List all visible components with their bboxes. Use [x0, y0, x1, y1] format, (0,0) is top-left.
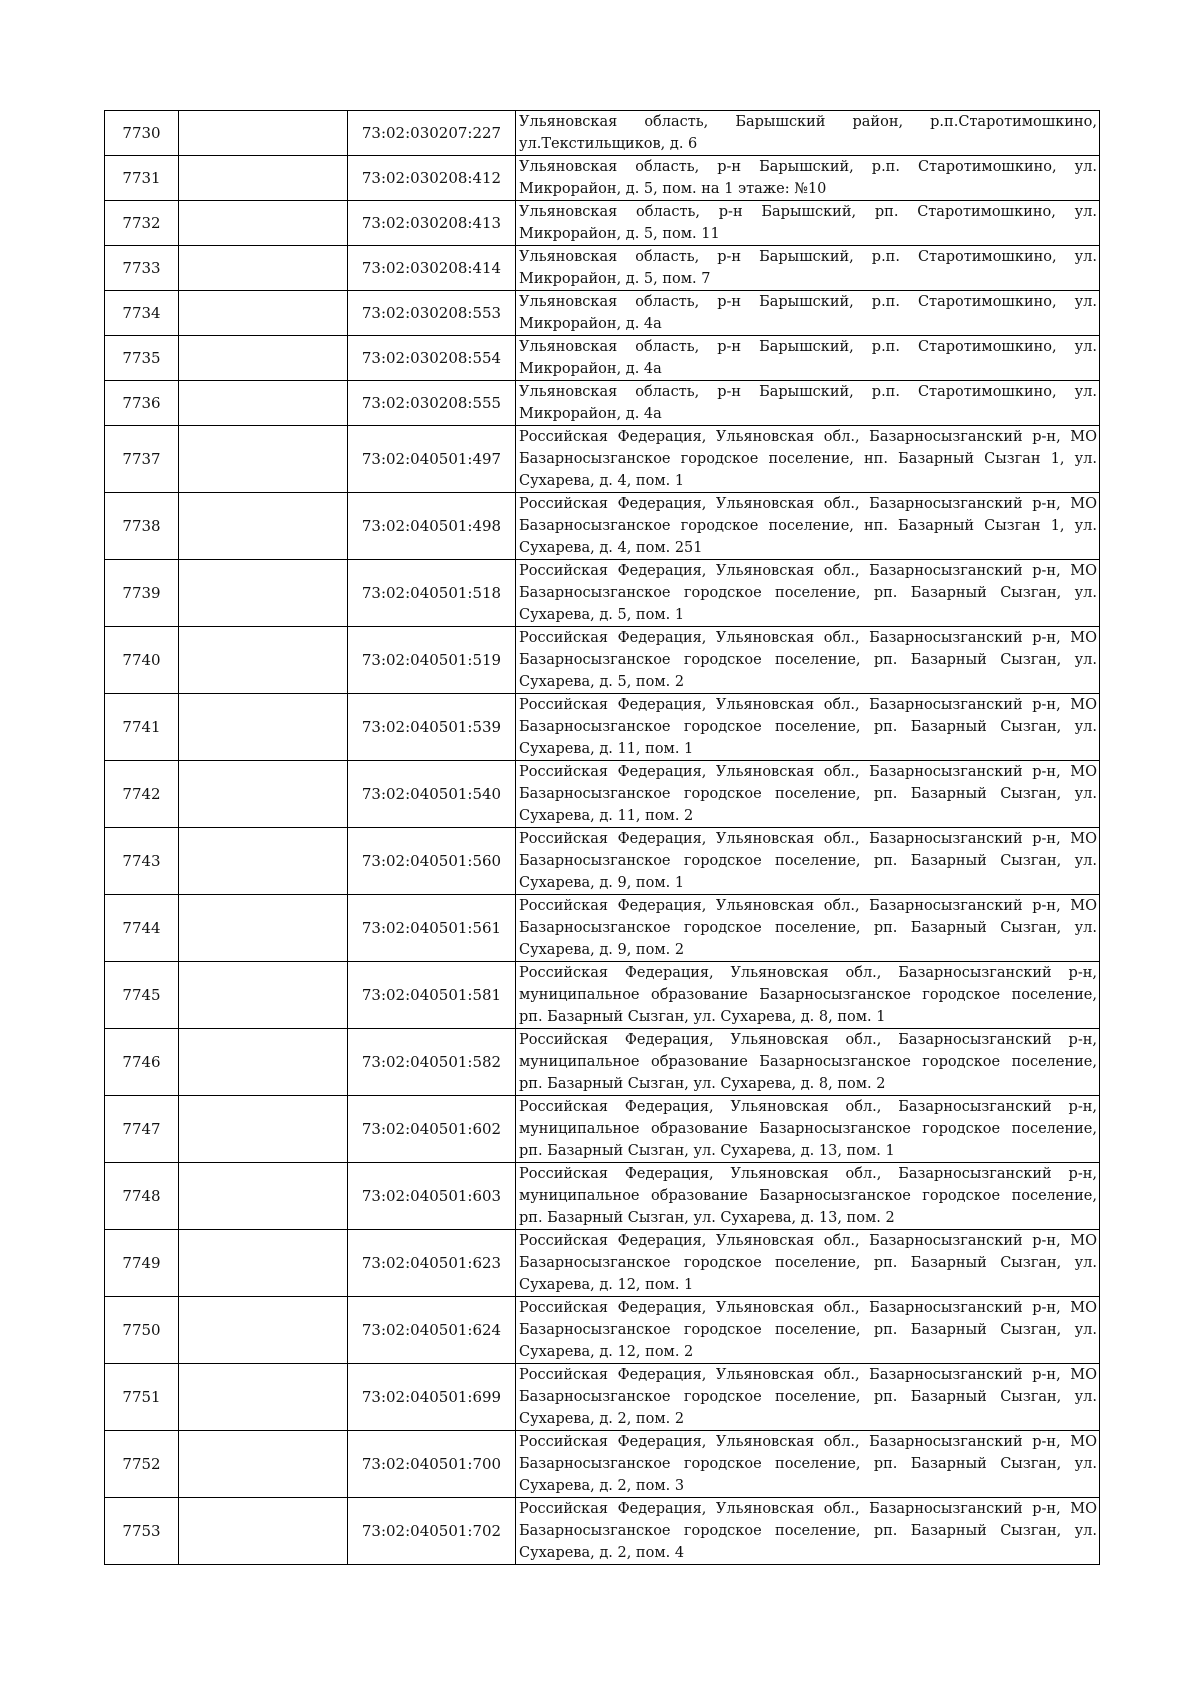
- address-cell: Российская Федерация, Ульяновская обл., Базарносызганский р-н, МО Базарносызганское городское поселение, рп. Базарный Сызган, ул. Сухарева, д. 2, пом. 2: [516, 1364, 1100, 1431]
- row-number-cell: 7744: [105, 895, 179, 962]
- row-number-cell: 7733: [105, 246, 179, 291]
- table-row: [105, 336, 1100, 381]
- empty-cell: [179, 694, 348, 761]
- cadastral-number-cell: 73:02:040501:623: [348, 1230, 516, 1297]
- row-number-cell: 7736: [105, 381, 179, 426]
- cadastral-number-cell: 73:02:030208:414: [348, 246, 516, 291]
- table-row: [105, 694, 1100, 761]
- cadastral-number-cell: 73:02:030208:553: [348, 291, 516, 336]
- empty-cell: [179, 246, 348, 291]
- empty-cell: [179, 627, 348, 694]
- row-number-cell: 7743: [105, 828, 179, 895]
- cadastral-number-cell: 73:02:040501:561: [348, 895, 516, 962]
- table-row: [105, 560, 1100, 627]
- row-number-cell: 7730: [105, 111, 179, 156]
- row-number-cell: 7732: [105, 201, 179, 246]
- address-cell: Ульяновская область, р-н Барышский, р.п. Старотимошкино, ул. Микрорайон, д. 4а: [516, 291, 1100, 336]
- row-number-cell: 7749: [105, 1230, 179, 1297]
- table-row: [105, 828, 1100, 895]
- row-number-cell: 7740: [105, 627, 179, 694]
- row-number-cell: 7735: [105, 336, 179, 381]
- row-number-cell: 7748: [105, 1163, 179, 1230]
- cadastral-number-cell: 73:02:040501:498: [348, 493, 516, 560]
- empty-cell: [179, 1029, 348, 1096]
- cadastral-number-cell: 73:02:040501:624: [348, 1297, 516, 1364]
- cadastral-number-cell: 73:02:040501:602: [348, 1096, 516, 1163]
- empty-cell: [179, 111, 348, 156]
- row-number-cell: 7738: [105, 493, 179, 560]
- cadastral-number-cell: 73:02:040501:700: [348, 1431, 516, 1498]
- row-number-cell: 7753: [105, 1498, 179, 1565]
- row-number-cell: 7751: [105, 1364, 179, 1431]
- cadastral-number-cell: 73:02:030208:412: [348, 156, 516, 201]
- address-cell: Ульяновская область, р-н Барышский, рп. Старотимошкино, ул. Микрорайон, д. 5, пом. 11: [516, 201, 1100, 246]
- address-cell: Российская Федерация, Ульяновская обл., Базарносызганский р-н, муниципальное образование Базарносызганское городское поселение, рп. Базарный Сызган, ул. Сухарева, д. 8, пом. 2: [516, 1029, 1100, 1096]
- cadastral-number-cell: 73:02:040501:702: [348, 1498, 516, 1565]
- table-row: [105, 381, 1100, 426]
- empty-cell: [179, 381, 348, 426]
- address-cell: Российская Федерация, Ульяновская обл., Базарносызганский р-н, МО Базарносызганское городское поселение, рп. Базарный Сызган, ул. Сухарева, д. 9, пом. 1: [516, 828, 1100, 895]
- table-row: [105, 761, 1100, 828]
- address-cell: Ульяновская область, р-н Барышский, р.п. Старотимошкино, ул. Микрорайон, д. 5, пом. на 1 этаже: №10: [516, 156, 1100, 201]
- empty-cell: [179, 201, 348, 246]
- table-row: [105, 1498, 1100, 1565]
- table-row: [105, 1163, 1100, 1230]
- cadastral-number-cell: 73:02:030208:413: [348, 201, 516, 246]
- address-cell: Российская Федерация, Ульяновская обл., Базарносызганский р-н, МО Базарносызганское городское поселение, рп. Базарный Сызган, ул. Сухарева, д. 12, пом. 1: [516, 1230, 1100, 1297]
- table-row: [105, 627, 1100, 694]
- row-number-cell: 7745: [105, 962, 179, 1029]
- address-cell: Российская Федерация, Ульяновская обл., Базарносызганский р-н, МО Базарносызганское городское поселение, рп. Базарный Сызган, ул. Сухарева, д. 5, пом. 2: [516, 627, 1100, 694]
- empty-cell: [179, 895, 348, 962]
- address-cell: Российская Федерация, Ульяновская обл., Базарносызганский р-н, МО Базарносызганское городское поселение, рп. Базарный Сызган, ул. Сухарева, д. 11, пом. 2: [516, 761, 1100, 828]
- address-cell: Российская Федерация, Ульяновская обл., Базарносызганский р-н, МО Базарносызганское городское поселение, рп. Базарный Сызган, ул. Сухарева, д. 2, пом. 3: [516, 1431, 1100, 1498]
- address-cell: Российская Федерация, Ульяновская обл., Базарносызганский р-н, МО Базарносызганское городское поселение, нп. Базарный Сызган 1, ул. Сухарева, д. 4, пом. 251: [516, 493, 1100, 560]
- row-number-cell: 7734: [105, 291, 179, 336]
- table-row: [105, 201, 1100, 246]
- empty-cell: [179, 493, 348, 560]
- empty-cell: [179, 336, 348, 381]
- address-cell: Российская Федерация, Ульяновская обл., Базарносызганский р-н, муниципальное образование Базарносызганское городское поселение, рп. Базарный Сызган, ул. Сухарева, д. 13, пом. 1: [516, 1096, 1100, 1163]
- address-cell: Ульяновская область, р-н Барышский, р.п. Старотимошкино, ул. Микрорайон, д. 5, пом. 7: [516, 246, 1100, 291]
- row-number-cell: 7742: [105, 761, 179, 828]
- table-row: [105, 962, 1100, 1029]
- row-number-cell: 7750: [105, 1297, 179, 1364]
- row-number-cell: 7731: [105, 156, 179, 201]
- empty-cell: [179, 761, 348, 828]
- row-number-cell: 7741: [105, 694, 179, 761]
- cadastral-number-cell: 73:02:040501:518: [348, 560, 516, 627]
- empty-cell: [179, 560, 348, 627]
- address-cell: Российская Федерация, Ульяновская обл., Базарносызганский р-н, МО Базарносызганское городское поселение, рп. Базарный Сызган, ул. Сухарева, д. 11, пом. 1: [516, 694, 1100, 761]
- table-row: [105, 1029, 1100, 1096]
- row-number-cell: 7737: [105, 426, 179, 493]
- empty-cell: [179, 1498, 348, 1565]
- address-cell: Ульяновская область, Барышский район, р.п.Старотимошкино, ул.Текстильщиков, д. 6: [516, 111, 1100, 156]
- property-table: [104, 110, 1100, 1565]
- cadastral-number-cell: 73:02:030208:555: [348, 381, 516, 426]
- empty-cell: [179, 156, 348, 201]
- cadastral-number-cell: 73:02:030208:554: [348, 336, 516, 381]
- address-cell: Российская Федерация, Ульяновская обл., Базарносызганский р-н, МО Базарносызганское городское поселение, рп. Базарный Сызган, ул. Сухарева, д. 9, пом. 2: [516, 895, 1100, 962]
- table-row: [105, 291, 1100, 336]
- address-cell: Российская Федерация, Ульяновская обл., Базарносызганский р-н, муниципальное образование Базарносызганское городское поселение, рп. Базарный Сызган, ул. Сухарева, д. 8, пом. 1: [516, 962, 1100, 1029]
- table-row: [105, 1431, 1100, 1498]
- cadastral-number-cell: 73:02:040501:560: [348, 828, 516, 895]
- address-cell: Российская Федерация, Ульяновская обл., Базарносызганский р-н, МО Базарносызганское городское поселение, рп. Базарный Сызган, ул. Сухарева, д. 12, пом. 2: [516, 1297, 1100, 1364]
- cadastral-number-cell: 73:02:040501:539: [348, 694, 516, 761]
- empty-cell: [179, 1096, 348, 1163]
- empty-cell: [179, 1297, 348, 1364]
- empty-cell: [179, 962, 348, 1029]
- cadastral-number-cell: 73:02:040501:540: [348, 761, 516, 828]
- address-cell: Российская Федерация, Ульяновская обл., Базарносызганский р-н, МО Базарносызганское городское поселение, рп. Базарный Сызган, ул. Сухарева, д. 5, пом. 1: [516, 560, 1100, 627]
- empty-cell: [179, 1364, 348, 1431]
- cadastral-number-cell: 73:02:040501:603: [348, 1163, 516, 1230]
- address-cell: Российская Федерация, Ульяновская обл., Базарносызганский р-н, муниципальное образование Базарносызганское городское поселение, рп. Базарный Сызган, ул. Сухарева, д. 13, пом. 2: [516, 1163, 1100, 1230]
- empty-cell: [179, 426, 348, 493]
- empty-cell: [179, 1431, 348, 1498]
- address-cell: Ульяновская область, р-н Барышский, р.п. Старотимошкино, ул. Микрорайон, д. 4а: [516, 381, 1100, 426]
- empty-cell: [179, 291, 348, 336]
- table-row: [105, 1230, 1100, 1297]
- cadastral-number-cell: 73:02:040501:497: [348, 426, 516, 493]
- empty-cell: [179, 828, 348, 895]
- address-cell: Ульяновская область, р-н Барышский, р.п. Старотимошкино, ул. Микрорайон, д. 4а: [516, 336, 1100, 381]
- table-row: [105, 111, 1100, 156]
- row-number-cell: 7747: [105, 1096, 179, 1163]
- table-body: [105, 111, 1100, 1565]
- row-number-cell: 7739: [105, 560, 179, 627]
- row-number-cell: 7746: [105, 1029, 179, 1096]
- cadastral-number-cell: 73:02:040501:519: [348, 627, 516, 694]
- table-row: [105, 1364, 1100, 1431]
- address-cell: Российская Федерация, Ульяновская обл., Базарносызганский р-н, МО Базарносызганское городское поселение, рп. Базарный Сызган, ул. Сухарева, д. 2, пом. 4: [516, 1498, 1100, 1565]
- address-cell: Российская Федерация, Ульяновская обл., Базарносызганский р-н, МО Базарносызганское городское поселение, нп. Базарный Сызган 1, ул. Сухарева, д. 4, пом. 1: [516, 426, 1100, 493]
- row-number-cell: 7752: [105, 1431, 179, 1498]
- table-row: [105, 1297, 1100, 1364]
- table-row: [105, 246, 1100, 291]
- empty-cell: [179, 1230, 348, 1297]
- empty-cell: [179, 1163, 348, 1230]
- table-row: [105, 156, 1100, 201]
- table-row: [105, 1096, 1100, 1163]
- cadastral-number-cell: 73:02:040501:581: [348, 962, 516, 1029]
- cadastral-number-cell: 73:02:030207:227: [348, 111, 516, 156]
- table-row: [105, 426, 1100, 493]
- table-row: [105, 493, 1100, 560]
- cadastral-number-cell: 73:02:040501:582: [348, 1029, 516, 1096]
- table-row: [105, 895, 1100, 962]
- cadastral-number-cell: 73:02:040501:699: [348, 1364, 516, 1431]
